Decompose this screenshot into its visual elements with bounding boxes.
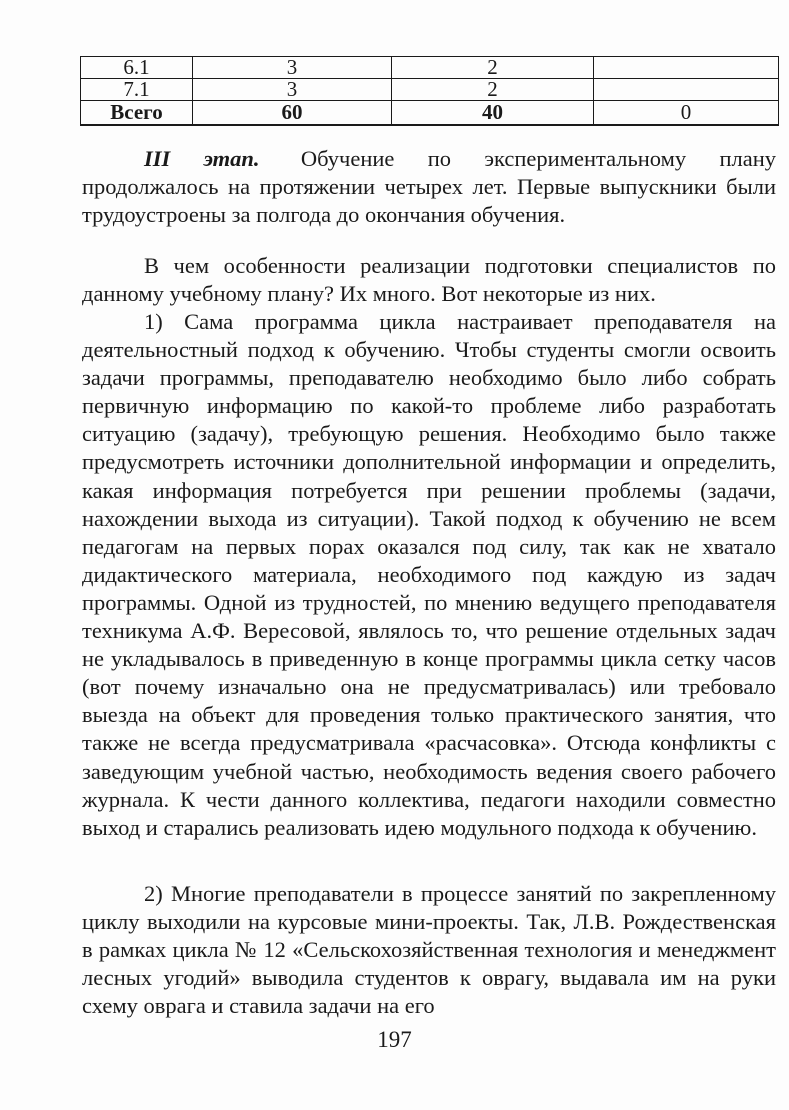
table-cell: 3: [193, 79, 392, 101]
point-1-paragraph: 1) Сама программа цикла настраивает преподавателя на деятельностный подход к обучению. Чтобы студенты смогли освоить задачи программы, преподавателю необходимо было либо собрать первичную информацию по какой-то проблеме либо разработать ситуацию (задачу), требующую решения. Необходимо было также предусмотреть источники дополнительной информации и определить, какая информация потребуется при решении проблемы (задачи, нахождении выхода из ситуации). Такой подход к обучению не всем педагогам на первых порах оказался под силу, так как не хватало дидактического материала, необходимого под каждую из задач программы. Одной из трудностей, по мнению ведущего преподавателя техникума А.Ф. Вересовой, являлось то, что решение отдельных задач не укладывалось в приведенную в конце программы цикла сетку часов (вот почему изначально она не предусматривалась) или требовало выезда на объект для проведения только практического занятия, что также не всегда предусматривала «расчасовка». Отсюда конфликты с заведующим учебной частью, необходимость ведения своего рабочего журнала. К чести данного коллектива, педагоги находили совместно выход и старались реализовать идею модульного подхода к обучению.: [82, 309, 776, 840]
stage-lead: III этап.: [144, 146, 260, 171]
question-paragraph: В чем особенности реализации подготовки специалистов по данному учебному плану? Их много. Вот некоторые из них.: [82, 253, 776, 307]
stage-text: Обучение по экспериментальному плану продолжалось на протяжении четырех лет. Первые выпускники были трудоустроены за полгода до окончания обучения.: [82, 146, 777, 228]
table-cell: 7.1: [81, 79, 193, 101]
table-cell: [594, 79, 779, 101]
table-cell: [594, 57, 779, 79]
table-row: [81, 79, 779, 101]
total-cell: 40: [392, 101, 594, 126]
total-cell: 0: [594, 101, 779, 126]
table-row: [81, 57, 779, 79]
point-2-paragraph: 2) Многие преподаватели в процессе занятий по закрепленному циклу выходили на курсовые мини-проекты. Так, Л.В. Рождественская в рамках цикла № 12 «Сельскохозяйственная технология и менеджмент лесных угодий» выводила студентов к оврагу, выдавала им на руки схему оврага и ставила задачи на его: [82, 881, 776, 1019]
table-cell: 6.1: [81, 57, 193, 79]
page-number: 197: [377, 1027, 412, 1052]
total-cell: 60: [193, 101, 392, 126]
stage-paragraph: [82, 145, 776, 229]
table-total-row: [81, 101, 779, 126]
table-cell: 2: [392, 79, 594, 101]
total-label: Всего: [81, 101, 193, 126]
table-cell: 3: [193, 57, 392, 79]
hours-table: [80, 56, 779, 126]
table-cell: 2: [392, 57, 594, 79]
